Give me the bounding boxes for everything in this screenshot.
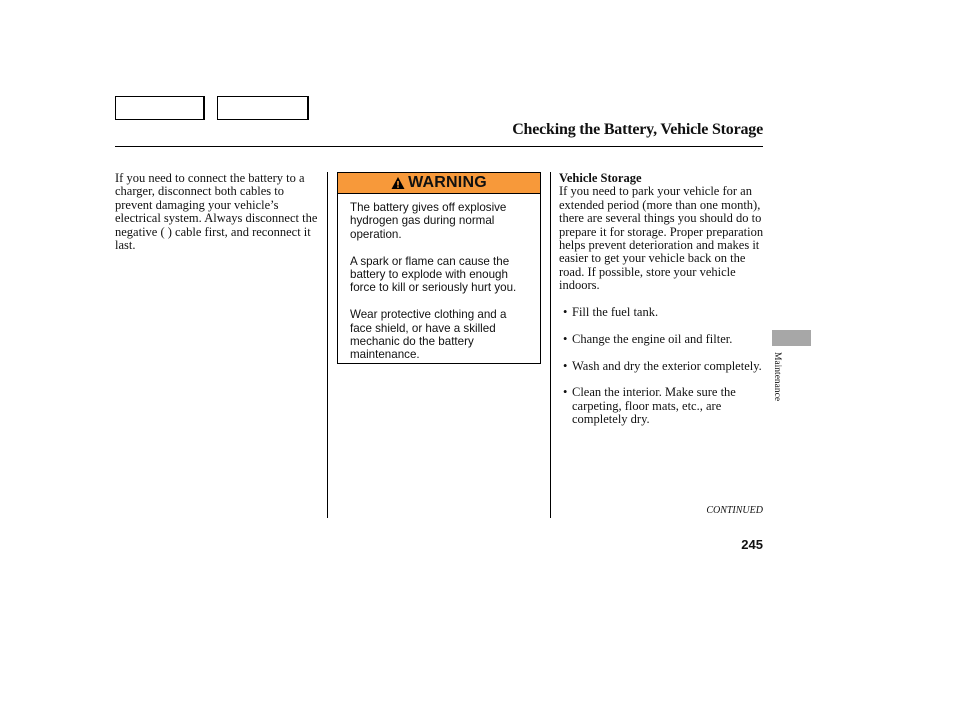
nav-box-main-menu[interactable]: [115, 96, 205, 120]
list-item: • Clean the interior. Make sure the carpeting, floor mats, etc., are completely dry.: [559, 386, 764, 426]
section-tab-maintenance[interactable]: [772, 330, 811, 346]
nav-box-table-of-contents[interactable]: [217, 96, 309, 120]
warning-paragraph: The battery gives off explosive hydrogen gas during normal operation.: [350, 201, 507, 241]
left-column: [115, 172, 320, 252]
warning-paragraph: A spark or flame can cause the battery to explode with enough force to kill or seriously hurt you.: [350, 254, 517, 295]
list-item: • Change the engine oil and filter.: [559, 333, 764, 346]
battery-charger-paragraph: If you need to connect the battery to a charger, disconnect both cables to prevent damaging your vehicle’s electrical system. Always disconnect the negative ( ) cable first, and reconnect it last.: [115, 171, 318, 253]
section-tab-label: Maintenance: [772, 352, 782, 402]
column-divider-right: [550, 172, 551, 518]
title-divider: [115, 146, 763, 147]
warning-box: [337, 172, 541, 364]
warning-triangle-icon: [391, 176, 405, 190]
storage-checklist: [559, 306, 764, 427]
continued-label: CONTINUED: [706, 505, 763, 516]
column-divider-left: [327, 172, 328, 518]
warning-body: [338, 194, 540, 362]
warning-header: [338, 173, 540, 194]
list-item: • Fill the fuel tank.: [559, 306, 764, 319]
storage-intro: If you need to park your vehicle for an extended period (more than one month), there are several things you should do to prepare it for storage. Proper preparation helps prevent deterioration and makes it easier to get your vehicle back on the road. If possible, store your vehicle indoors.: [559, 184, 764, 293]
section-heading: Vehicle Storage: [559, 171, 642, 185]
warning-label: WARNING: [408, 174, 487, 191]
right-column: [559, 172, 764, 440]
warning-paragraph: Wear protective clothing and a face shield, or have a skilled mechanic do the battery maintenance.: [350, 308, 507, 362]
page-title: Checking the Battery, Vehicle Storage: [512, 121, 763, 138]
list-item: • Wash and dry the exterior completely.: [559, 360, 764, 373]
page-number: 245: [741, 537, 763, 552]
